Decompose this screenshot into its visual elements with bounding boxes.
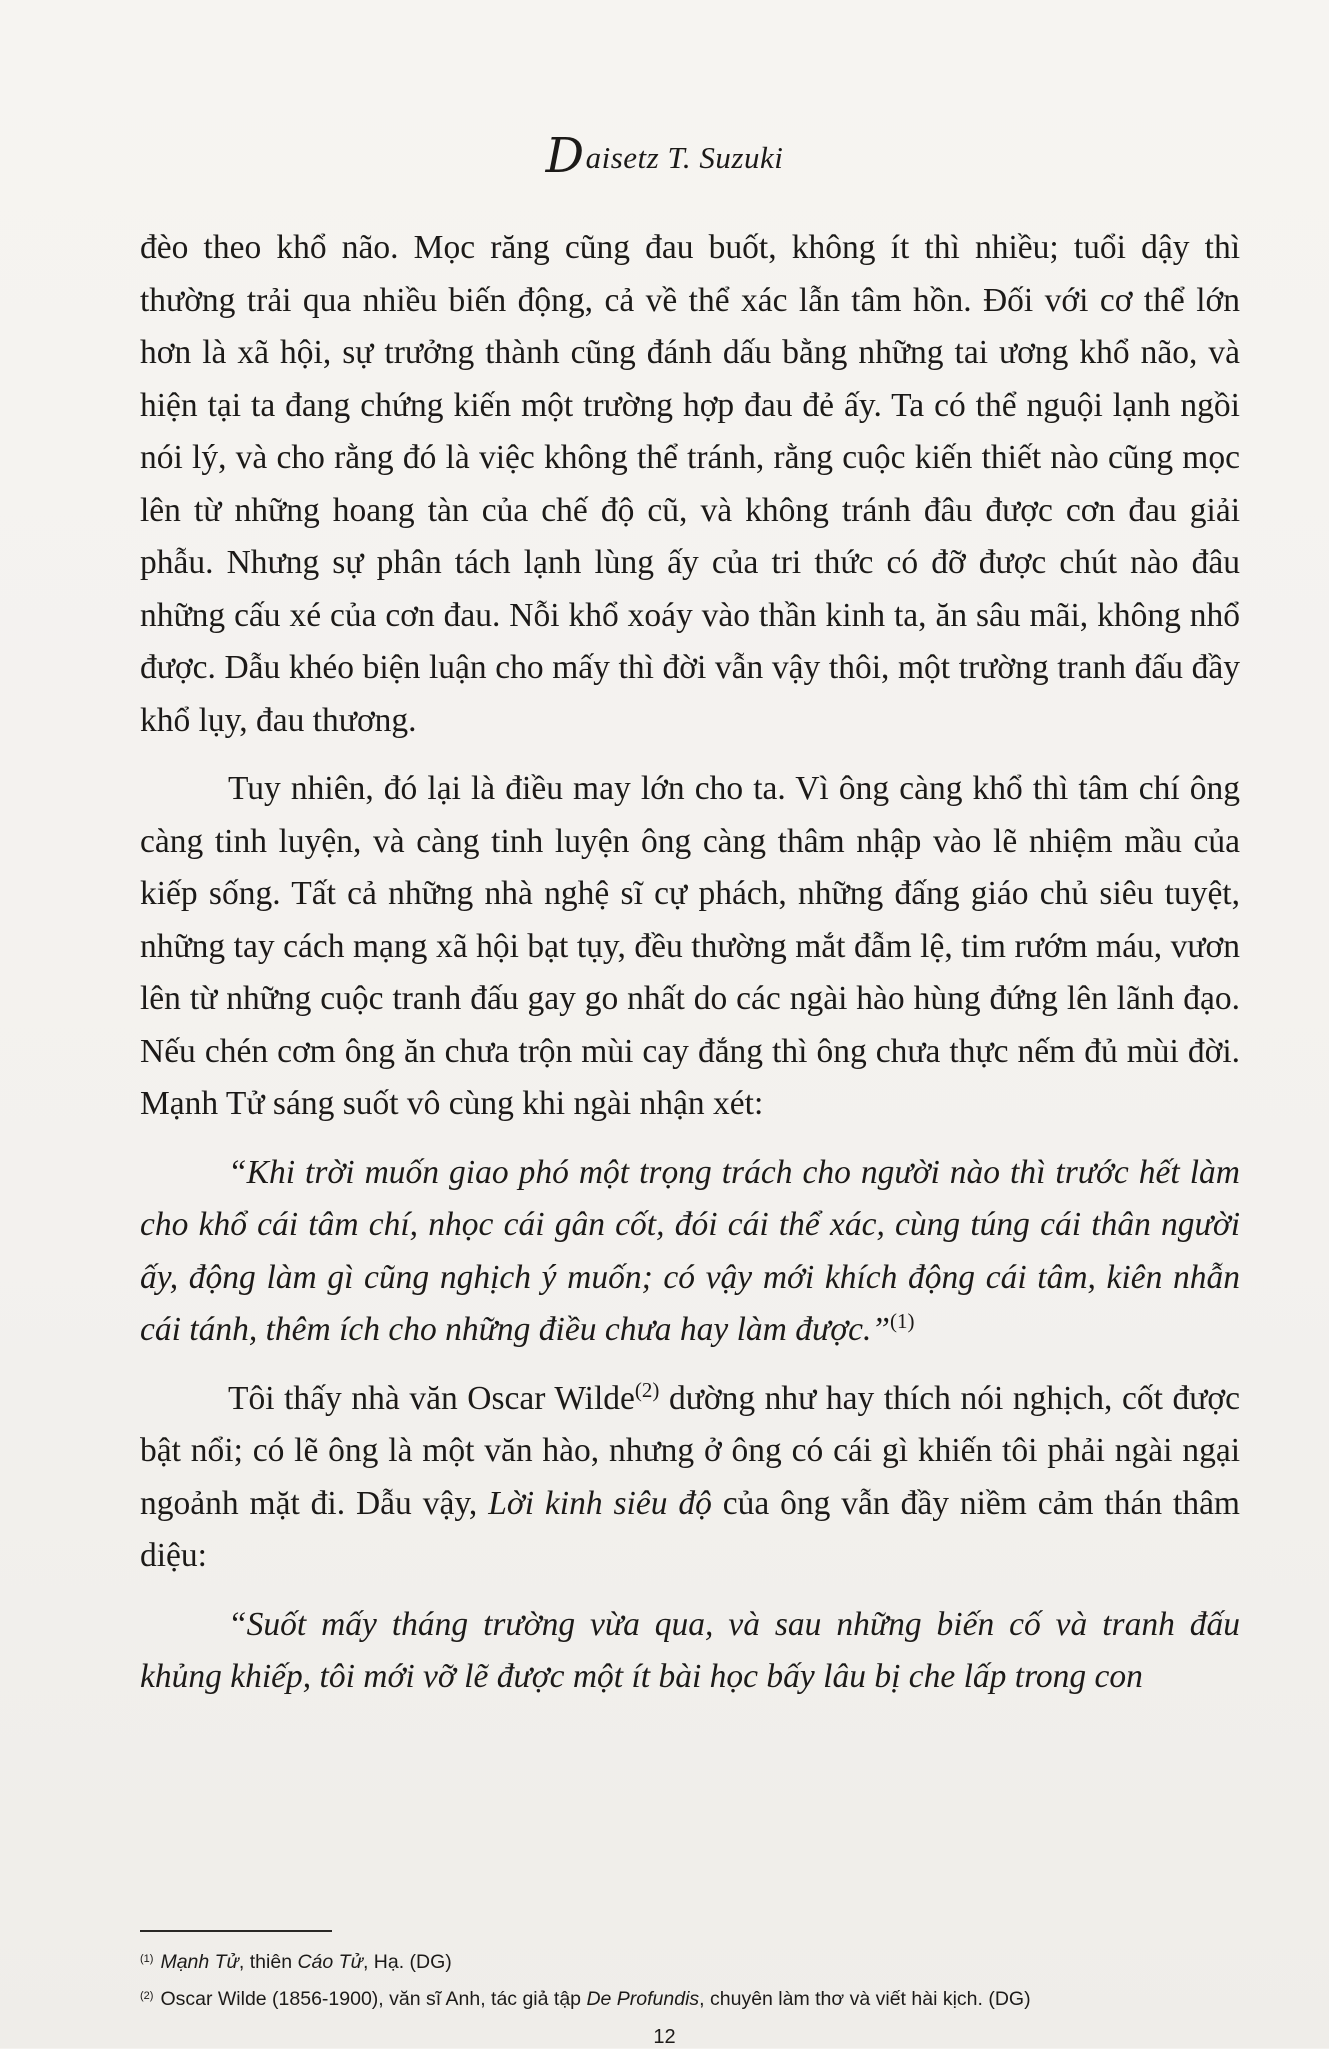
paragraph — [140, 1373, 1240, 1583]
footnote-text: , chuyên làm thơ và viết hài kịch. (DG) — [699, 1988, 1031, 2010]
page-number: 12 — [653, 2026, 676, 2048]
footnote-italic: Mạnh Tử — [160, 1951, 239, 1973]
paragraph-text: của ông vẫn đầy niềm cảm thán thâm diệu: — [140, 1484, 1240, 1574]
block-quote: “Suốt mấy tháng trường vừa qua, và sau những biến cố và tranh đấu khủng khiếp, tôi mới vỡ lẽ được một ít bài học bấy lâu bị che lấp trong con — [140, 1605, 1240, 1695]
footnote-item — [140, 1942, 1260, 1979]
work-title: Lời kinh siêu độ — [488, 1484, 712, 1522]
footnote-divider — [140, 1930, 332, 1932]
body-text — [140, 222, 1240, 1704]
header-ornate-initial: D — [545, 128, 585, 184]
footnote-text: , thiên — [238, 1951, 298, 1973]
footnote-text: Oscar Wilde (1856-1900), văn sĩ Anh, tác giả tập — [160, 1988, 587, 2010]
footnote-ref: (1) — [890, 1309, 915, 1333]
quote-text: “Khi trời muốn giao phó một trọng trách cho người nào thì trước hết làm cho khổ cái tâm chí, nhọc cái gân cốt, đói cái thể xác, cùng túng cái thân người ấy, động làm gì cũng nghịch ý muốn; có vậy mới khích động cái tâm, kiên nhẫn cái tánh, thêm ích cho những điều chưa hay làm được.” — [140, 1153, 1240, 1348]
footnotes — [140, 1942, 1260, 2016]
footnote-text: , Hạ. (DG) — [362, 1951, 452, 1973]
footnote-italic: Cáo Tử — [297, 1951, 363, 1973]
footnote-italic: De Profundis — [586, 1988, 700, 2010]
paragraph-text: dường như hay thích nói nghịch, cốt được bật nổi; có lẽ ông là một văn hào, nhưng ở ông có cái gì khiến tôi phải ngài ngại ngoảnh mặt đi. Dẫu vậy, — [140, 1379, 1240, 1522]
block-quote — [140, 1147, 1240, 1357]
header-author-name: aisetz T. Suzuki — [585, 140, 784, 175]
footnote-ref: (2) — [634, 1377, 660, 1402]
paragraph-continued: đèo theo khổ não. Mọc răng cũng đau buốt, không ít thì nhiều; tuổi dậy thì thường trải qua nhiều biến động, cả về thể xác lẫn tâm hồn. Đối với cơ thể lớn hơn là xã hội, sự trưởng thành cũng đánh dấu bằng những tai ương khổ não, và hiện tại ta đang chứng kiến một trường hợp đau đẻ ấy. Ta có thể nguội lạnh ngồi nói lý, và cho rằng đó là việc không thể tránh, rằng cuộc kiến thiết nào cũng mọc lên từ những hoang tàn của chế độ cũ, và không tránh đâu được cơn đau giải phẫu. Nhưng sự phân tách lạnh lùng ấy của tri thức có đỡ được chút nào đâu những cấu xé của cơn đau. Nỗi khổ xoáy vào thần kinh ta, ăn sâu mãi, không nhổ được. Dẫu khéo biện luận cho mấy thì đời vẫn vậy thôi, một trường tranh đấu đầy khổ lụy, đau thương. — [140, 229, 1240, 739]
running-header — [0, 128, 1329, 184]
footnote-mark: (1) — [140, 1953, 154, 1965]
footnote-mark: (2) — [140, 1990, 154, 2002]
paragraph-text: Tôi thấy nhà văn Oscar Wilde — [228, 1379, 635, 1417]
paragraph: Tuy nhiên, đó lại là điều may lớn cho ta. Vì ông càng khổ thì tâm chí ông càng tinh luyện, và càng tinh luyện ông càng thâm nhập vào lẽ nhiệm mầu của kiếp sống. Tất cả những nhà nghệ sĩ cự phách, những đấng giáo chủ siêu tuyệt, những tay cách mạng xã hội bạt tụy, đều thường mắt đẫm lệ, tim rướm máu, vươn lên từ những cuộc tranh đấu gay go nhất do các ngài hào hùng đứng lên lãnh đạo. Nếu chén cơm ông ăn chưa trộn mùi cay đắng thì ông chưa thực nếm đủ mùi đời. Mạnh Tử sáng suốt vô cùng khi ngài nhận xét: — [140, 770, 1240, 1122]
footnote-item — [140, 1979, 1260, 2016]
